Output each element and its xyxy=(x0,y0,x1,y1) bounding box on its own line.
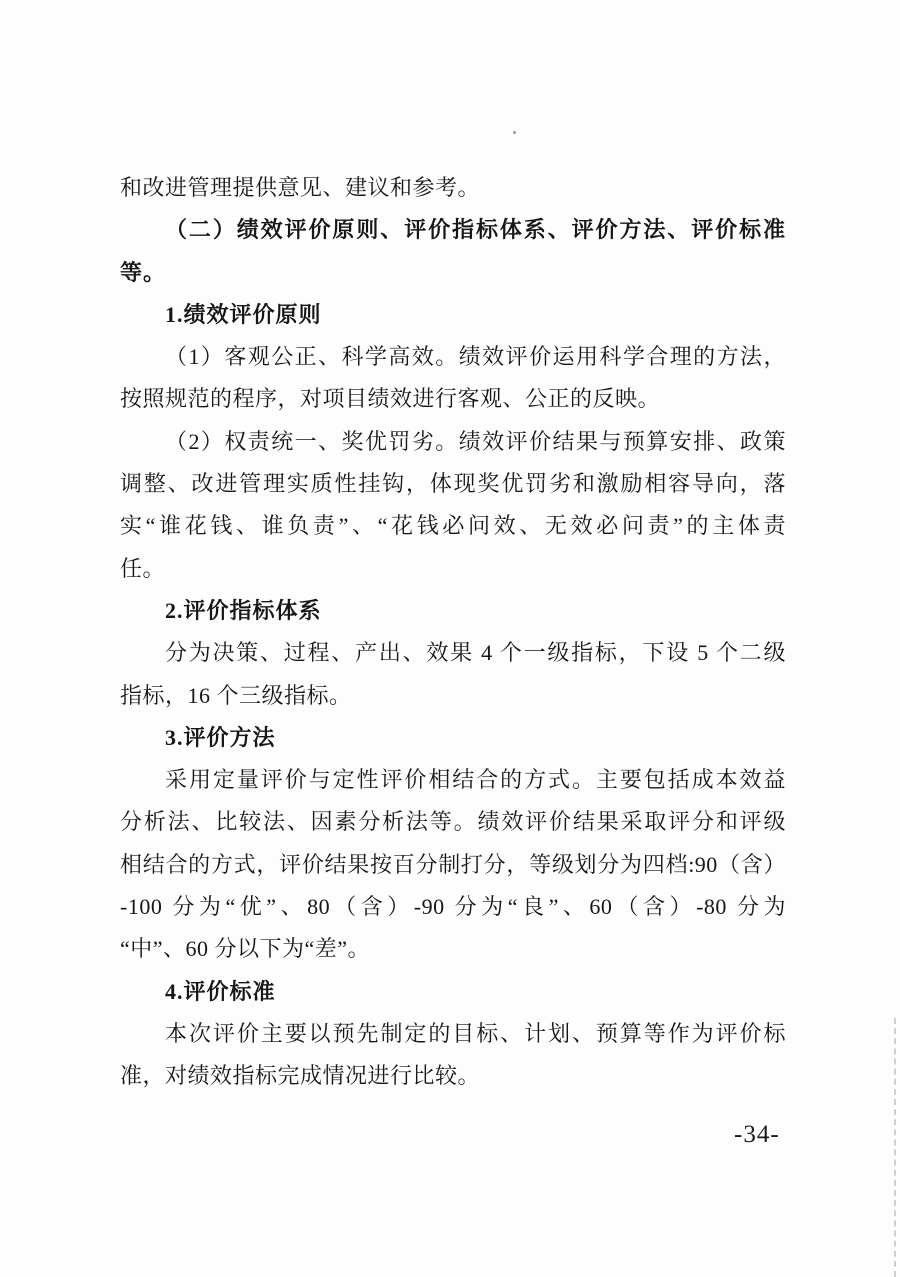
text-line: 分析法、比较法、因素分析法等。绩效评价结果采取评分和评级 xyxy=(120,809,786,835)
heading-line: （二）绩效评价原则、评价指标体系、评价方法、评价标准 xyxy=(165,217,786,243)
text-line: 任。 xyxy=(120,555,166,581)
text-line: 实“谁花钱、谁负责”、“花钱必问效、无效必问责”的主体责 xyxy=(120,513,786,539)
scan-artifact-dot xyxy=(513,131,516,134)
text-line: 和改进管理提供意见、建议和参考。 xyxy=(120,175,481,200)
scan-artifact-dashed-line xyxy=(894,1018,896,1277)
heading-line: 3.评价方法 xyxy=(165,724,276,750)
page-number-label: -34- xyxy=(734,1121,780,1148)
text-line: “中”、60 分以下为“差”。 xyxy=(120,936,371,962)
heading-line: 1.绩效评价原则 xyxy=(165,301,322,327)
text-line: （1）客观公正、科学高效。绩效评价运用科学合理的方法， xyxy=(165,344,786,370)
document-body-text xyxy=(120,167,786,1098)
text-line: 相结合的方式，评价结果按百分制打分，等级划分为四档:90（含） xyxy=(120,851,786,877)
text-line: 指标，16 个三级指标。 xyxy=(120,682,352,708)
heading-line: 2.评价指标体系 xyxy=(165,597,322,623)
text-line: 本次评价主要以预先制定的目标、计划、预算等作为评价标 xyxy=(165,1020,786,1046)
text-line: 准，对绩效指标完成情况进行比较。 xyxy=(120,1063,481,1089)
text-line: 按照规范的程序，对项目绩效进行客观、公正的反映。 xyxy=(120,386,661,412)
text-line: 分为决策、过程、产出、效果 4 个一级指标，下设 5 个二级 xyxy=(165,640,786,666)
text-line: （2）权责统一、奖优罚劣。绩效评价结果与预算安排、政策 xyxy=(165,428,786,454)
heading-line: 4.评价标准 xyxy=(165,978,276,1004)
text-line: 调整、改进管理实质性挂钩，体现奖优罚劣和激励相容导向，落 xyxy=(120,471,786,497)
heading-line: 等。 xyxy=(120,259,167,285)
text-line: -100 分为“优”、80（含）-90 分为“良”、60（含）-80 分为 xyxy=(120,894,786,920)
text-line: 采用定量评价与定性评价相结合的方式。主要包括成本效益 xyxy=(165,767,786,793)
